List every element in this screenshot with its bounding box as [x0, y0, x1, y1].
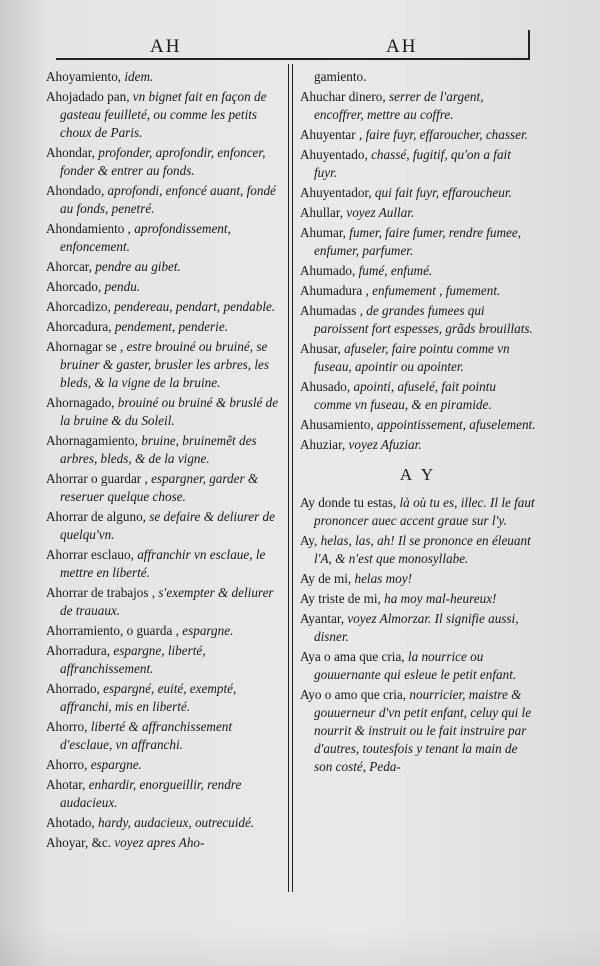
- dictionary-entry: [46, 298, 284, 316]
- entry-headword: Ahondar,: [46, 145, 95, 160]
- dictionary-entry: [300, 570, 536, 588]
- dictionary-entry: [300, 184, 536, 202]
- entry-headword: Ahuziar,: [300, 437, 346, 452]
- dictionary-entry: [300, 340, 536, 376]
- dictionary-entry: [46, 776, 284, 812]
- entry-definition: brouiné ou bruiné & bruslé de la bruine & du Soleil.: [60, 395, 279, 428]
- entry-headword: Ayantar,: [300, 611, 345, 626]
- entry-definition: aprofondi, enfoncé auant, fondé au fonds, penetré.: [60, 183, 276, 216]
- entry-definition: pendement, penderie.: [111, 319, 228, 334]
- dictionary-entry: [46, 680, 284, 716]
- dictionary-entry: [46, 278, 284, 296]
- dictionary-entry: [300, 378, 536, 414]
- entry-definition: pendre au gibet.: [91, 259, 181, 274]
- entry-definition: liberté & affranchissement d'esclaue, vn affranchi.: [60, 719, 233, 752]
- column-divider: [288, 64, 289, 892]
- entry-definition: estre brouiné ou bruiné, se bruiner & gaster, brusler les arbres, les bleds, & la vigne de la bruine.: [60, 339, 270, 390]
- running-head-right: AH: [386, 36, 418, 57]
- dictionary-entry: [46, 318, 284, 336]
- dictionary-entry: [46, 546, 284, 582]
- entry-definition: aprofondissement, enfoncement.: [60, 221, 231, 254]
- entry-headword: Ahorro,: [46, 757, 88, 772]
- entry-headword: Ahornagamiento,: [46, 433, 138, 448]
- entry-definition: chassé, fugitif, qu'on a fait fuyr.: [314, 147, 511, 180]
- right-column-top: [300, 68, 536, 454]
- running-head-left: AH: [150, 36, 182, 57]
- entry-definition: affranchir vn esclaue, le mettre en liberté.: [60, 547, 266, 580]
- entry-definition: espargne.: [178, 623, 234, 638]
- dictionary-entry: [300, 204, 536, 222]
- left-column: [46, 68, 284, 854]
- entry-headword: Ahusar,: [300, 341, 341, 356]
- entry-headword: Ahorro,: [46, 719, 88, 734]
- dictionary-entry: [46, 182, 284, 218]
- entry-definition: espargner, garder & reseruer quelque chose.: [60, 471, 259, 504]
- entry-definition: helas, las, ah! Il se prononce en éleuant l'A, & n'est que monosyllabe.: [314, 533, 531, 566]
- entry-definition: espargne, liberté, affranchissement.: [60, 643, 206, 676]
- dictionary-entry: [46, 394, 284, 430]
- entry-headword: Ahuyentado,: [300, 147, 368, 162]
- entry-definition: là où tu es, illec. Il le faut prononcer auec accent graue sur l'y.: [314, 495, 535, 528]
- entry-definition: se defaire & deliurer de quelqu'vn.: [60, 509, 276, 542]
- header-tick: [528, 30, 530, 60]
- entry-definition: espargne.: [87, 757, 142, 772]
- right-column: [300, 68, 536, 778]
- header-rule: [56, 58, 530, 60]
- column-divider: [292, 64, 293, 892]
- dictionary-entry: [300, 146, 536, 182]
- dictionary-entry: [300, 648, 536, 684]
- dictionary-entry: [300, 532, 536, 568]
- entry-headword: Ay donde tu estas,: [300, 495, 397, 510]
- entry-headword: Ahornagar se ,: [46, 339, 124, 354]
- entry-definition: qui fait fuyr, effaroucheur.: [371, 185, 512, 200]
- dictionary-entry: [46, 258, 284, 276]
- entry-headword: Ahorramiento, o guarda ,: [46, 623, 179, 638]
- entry-headword: Ahoyar, &c.: [46, 835, 112, 850]
- entry-definition: fumé, enfumé.: [355, 263, 433, 278]
- entry-headword: Ahumadura ,: [300, 283, 369, 298]
- entry-definition: apointi, afuselé, fait pointu comme vn fuseau, & en piramide.: [314, 379, 496, 412]
- dictionary-entry: [46, 622, 284, 640]
- entry-headword: Ahusado,: [300, 379, 351, 394]
- entry-definition: pendereau, pendart, pendable.: [110, 299, 276, 314]
- dictionary-entry: [300, 262, 536, 280]
- entry-definition: s'exempter & deliurer de trauaux.: [60, 585, 274, 618]
- entry-headword: Ahotar,: [46, 777, 86, 792]
- dictionary-entry: [46, 718, 284, 754]
- entry-definition: pendu.: [101, 279, 141, 294]
- entry-headword: Ahuyentador,: [300, 185, 372, 200]
- entry-definition: voyez Almorzar. Il signifie aussi, disner.: [314, 611, 519, 644]
- dictionary-entry: [46, 756, 284, 774]
- dictionary-entry: [300, 302, 536, 338]
- dictionary-entry: [300, 494, 536, 530]
- entry-definition: appointissement, afuselement.: [373, 417, 536, 432]
- dictionary-entry: [300, 590, 536, 608]
- entry-headword: Ahorrado,: [46, 681, 100, 696]
- entry-headword: Ay triste de mi,: [300, 591, 381, 606]
- entry-definition: voyez Afuziar.: [345, 437, 422, 452]
- entry-definition: espargné, euité, exempté, affranchi, mis en liberté.: [60, 681, 237, 714]
- dictionary-entry: [46, 68, 284, 86]
- continuation-text: gamiento.: [314, 69, 367, 84]
- entry-headword: Aya o ama que cria,: [300, 649, 405, 664]
- dictionary-entry: [300, 224, 536, 260]
- entry-headword: Ahumado,: [300, 263, 356, 278]
- dictionary-entry: [46, 88, 284, 142]
- entry-headword: Ahondamiento ,: [46, 221, 131, 236]
- entry-definition: bruine, bruinemẽt des arbres, bleds, & de la vigne.: [60, 433, 257, 466]
- entry-headword: Ahorrar o guardar ,: [46, 471, 148, 486]
- entry-definition: voyez Aullar.: [343, 205, 415, 220]
- entry-headword: Ahuyentar ,: [300, 127, 363, 142]
- dictionary-entry: [46, 584, 284, 620]
- dictionary-entry: [46, 432, 284, 468]
- entry-definition: fumer, faire fumer, rendre fumee, enfumer, parfumer.: [314, 225, 522, 258]
- entry-headword: Ahumar,: [300, 225, 346, 240]
- entry-headword: Ahorcadizo,: [46, 299, 111, 314]
- entry-headword: Ahornagado,: [46, 395, 115, 410]
- entry-definition: vn bignet fait en façon de gasteau feuilleté, ou comme les petits choux de Paris.: [60, 89, 267, 140]
- entry-headword: Ahojadado pan,: [46, 89, 130, 104]
- dictionary-entry: [300, 88, 536, 124]
- entry-definition: nourricier, maistre & gouuerneur d'vn petit enfant, celuy qui le nourrit & instruit ou le fait instruire par d'autres, toutesfois y tenant la main de son costé, Peda-: [314, 687, 532, 774]
- entry-definition: helas moy!: [351, 571, 412, 586]
- entry-headword: Ahoyamiento,: [46, 69, 122, 84]
- entry-headword: Ahorcadura,: [46, 319, 112, 334]
- entry-definition: ha moy mal-heureux!: [380, 591, 497, 606]
- entry-definition: voyez apres Aho-: [111, 835, 205, 850]
- dictionary-entry: [46, 338, 284, 392]
- section-heading: A Y: [399, 465, 437, 484]
- entry-continuation: [300, 68, 536, 86]
- dictionary-entry: [46, 470, 284, 506]
- dictionary-entry: [300, 416, 536, 434]
- dictionary-entry: [46, 508, 284, 544]
- entry-headword: Ahorrar de trabajos ,: [46, 585, 156, 600]
- dictionary-entry: [46, 144, 284, 180]
- entry-definition: de grandes fumees qui paroissent fort espesses, grãds brouillats.: [314, 303, 533, 336]
- dictionary-entry: [300, 282, 536, 300]
- dictionary-entry: [300, 686, 536, 776]
- entry-definition: la nourrice ou gouuernante qui esleue le petit enfant.: [314, 649, 517, 682]
- entry-headword: Ahumadas ,: [300, 303, 363, 318]
- entry-headword: Ahuchar dinero,: [300, 89, 386, 104]
- dictionary-entry: [300, 126, 536, 144]
- entry-headword: Ahorrar esclauo,: [46, 547, 134, 562]
- dictionary-entry: [46, 642, 284, 678]
- entry-headword: Ahusamiento,: [300, 417, 374, 432]
- entry-headword: Ahorcado,: [46, 279, 102, 294]
- entry-definition: hardy, audacieux, outrecuidé.: [94, 815, 255, 830]
- entry-definition: idem.: [121, 69, 154, 84]
- right-column-bottom: [300, 494, 536, 776]
- entry-headword: Ay de mi,: [300, 571, 352, 586]
- entry-definition: afuseler, faire pointu comme vn fuseau, apointir ou apointer.: [314, 341, 510, 374]
- entry-headword: Ahotado,: [46, 815, 95, 830]
- dictionary-entry: [46, 220, 284, 256]
- entry-headword: Ay,: [300, 533, 318, 548]
- dictionary-entry: [46, 814, 284, 832]
- dictionary-entry: [300, 436, 536, 454]
- page-edge-shade: [0, 926, 600, 966]
- entry-headword: Ahorcar,: [46, 259, 92, 274]
- entry-headword: Ayo o amo que cria,: [300, 687, 407, 702]
- entry-definition: enfumement , fumement.: [368, 283, 501, 298]
- entry-headword: Ahorradura,: [46, 643, 111, 658]
- entry-definition: faire fuyr, effaroucher, chasser.: [362, 127, 528, 142]
- entry-definition: enhardir, enorgueillir, rendre audacieux.: [60, 777, 242, 810]
- dictionary-entry: [300, 610, 536, 646]
- entry-definition: serrer de l'argent, encoffrer, mettre au coffre.: [314, 89, 484, 122]
- entry-headword: Ahullar,: [300, 205, 344, 220]
- entry-headword: Ahorrar de alguno,: [46, 509, 146, 524]
- entry-definition: profonder, aprofondir, enfoncer, fonder & entrer au fonds.: [60, 145, 266, 178]
- dictionary-entry: [46, 834, 284, 852]
- entry-headword: Ahondado,: [46, 183, 105, 198]
